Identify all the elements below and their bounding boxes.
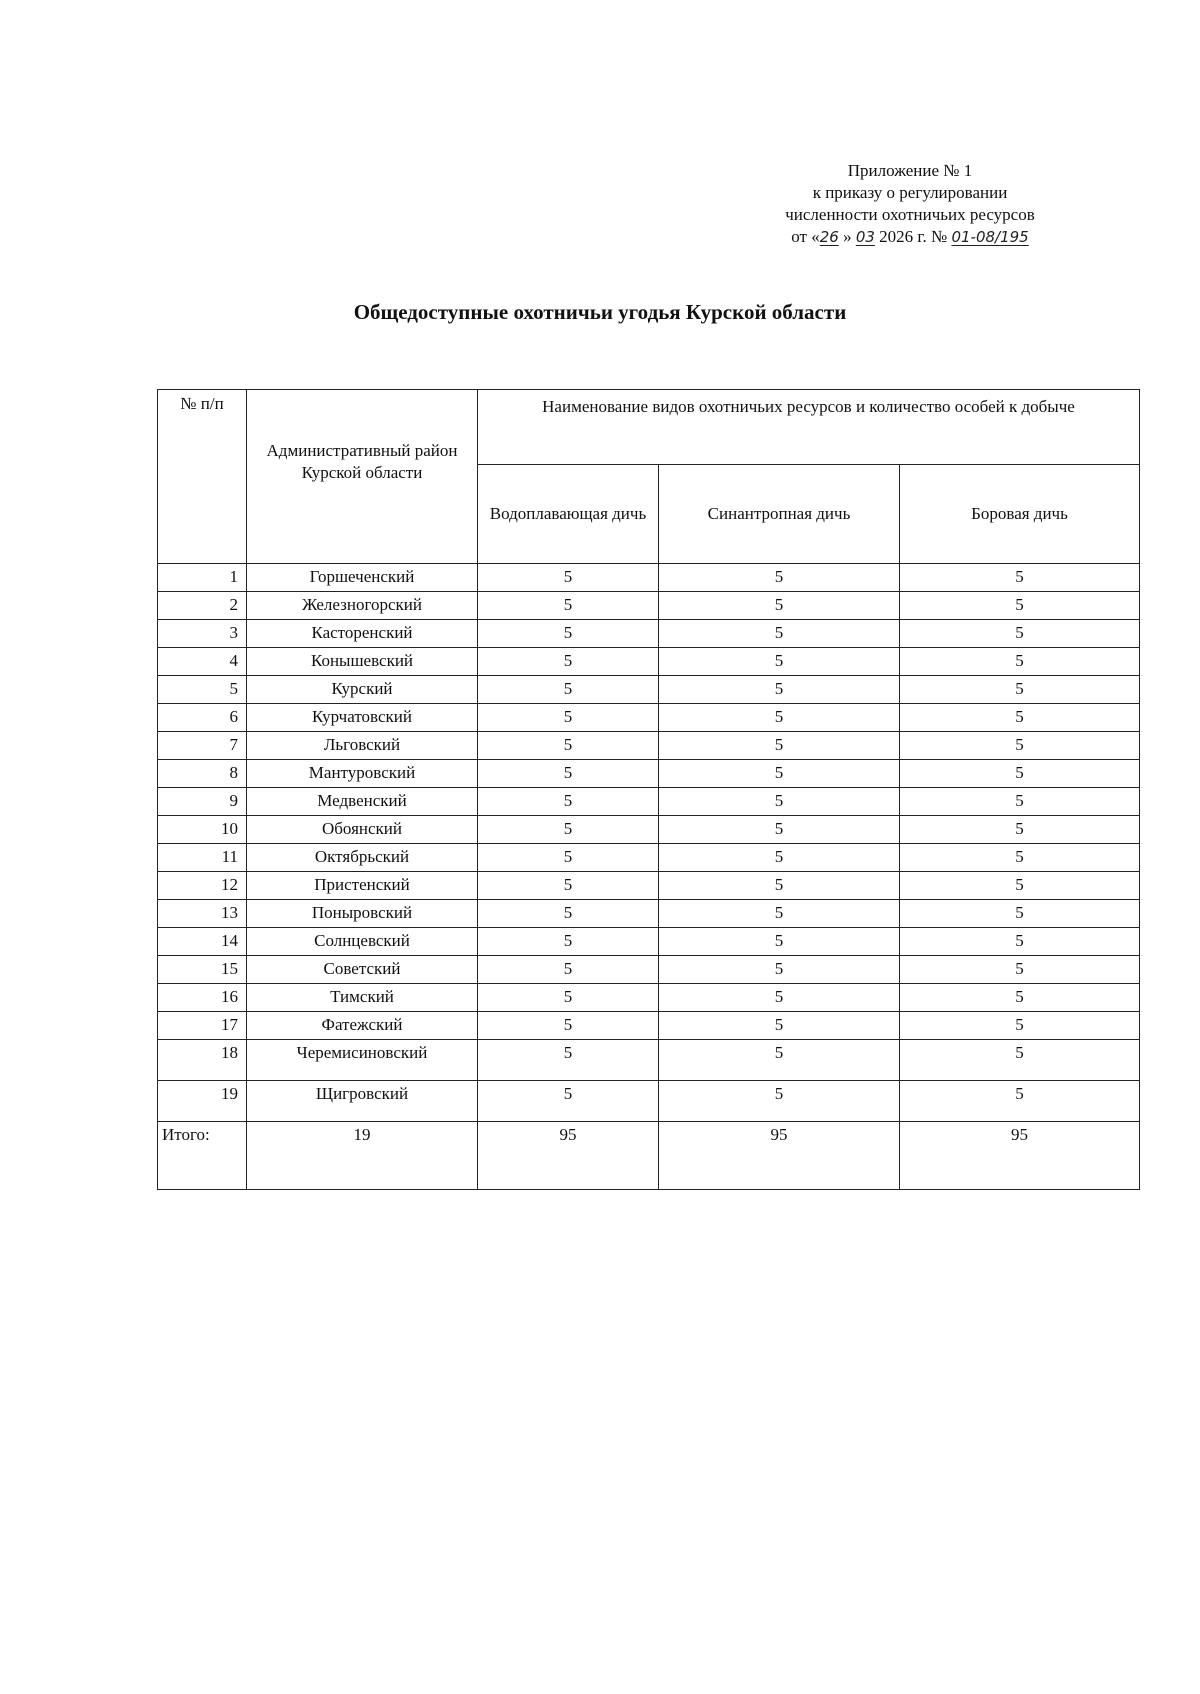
date-mid: »	[843, 227, 852, 246]
table-row	[158, 816, 1140, 844]
row-waterfowl: 5	[478, 872, 659, 900]
row-waterfowl: 5	[478, 844, 659, 872]
total-row	[158, 1122, 1140, 1190]
total-synanthropic: 95	[659, 1122, 900, 1190]
row-upland: 5	[900, 704, 1140, 732]
row-num: 1	[158, 564, 247, 592]
row-synanthropic: 5	[659, 844, 900, 872]
table-row	[158, 872, 1140, 900]
table-row	[158, 956, 1140, 984]
row-district: Обоянский	[247, 816, 478, 844]
appendix-line-3: численности охотничьих ресурсов	[785, 205, 1035, 224]
table-row	[158, 928, 1140, 956]
row-upland: 5	[900, 1040, 1140, 1081]
table-row	[158, 844, 1140, 872]
appendix-block	[740, 160, 1080, 248]
row-num: 12	[158, 872, 247, 900]
row-district: Пристенский	[247, 872, 478, 900]
table-row	[158, 1040, 1140, 1081]
hunting-grounds-table	[157, 389, 1140, 1190]
total-district: 19	[247, 1122, 478, 1190]
appendix-date-line	[740, 226, 1080, 248]
date-prefix: от «	[791, 227, 820, 246]
row-waterfowl: 5	[478, 1081, 659, 1122]
row-synanthropic: 5	[659, 816, 900, 844]
row-num: 2	[158, 592, 247, 620]
row-num: 11	[158, 844, 247, 872]
total-label: Итого:	[158, 1122, 247, 1190]
row-synanthropic: 5	[659, 1040, 900, 1081]
row-synanthropic: 5	[659, 1012, 900, 1040]
row-synanthropic: 5	[659, 676, 900, 704]
row-num: 6	[158, 704, 247, 732]
row-district: Горшеченский	[247, 564, 478, 592]
row-num: 19	[158, 1081, 247, 1122]
row-district: Фатежский	[247, 1012, 478, 1040]
row-upland: 5	[900, 564, 1140, 592]
table-row	[158, 704, 1140, 732]
row-upland: 5	[900, 900, 1140, 928]
row-waterfowl: 5	[478, 1040, 659, 1081]
row-upland: 5	[900, 956, 1140, 984]
row-waterfowl: 5	[478, 620, 659, 648]
row-upland: 5	[900, 676, 1140, 704]
row-synanthropic: 5	[659, 788, 900, 816]
row-district: Железногорский	[247, 592, 478, 620]
row-synanthropic: 5	[659, 648, 900, 676]
appendix-line-1: Приложение № 1	[847, 161, 973, 180]
date-day: 26	[819, 228, 839, 246]
row-waterfowl: 5	[478, 592, 659, 620]
date-year: 2026 г. №	[879, 227, 948, 246]
header-waterfowl: Водоплавающая дичь	[478, 465, 659, 564]
row-district: Черемисиновский	[247, 1040, 478, 1081]
row-upland: 5	[900, 1012, 1140, 1040]
row-synanthropic: 5	[659, 564, 900, 592]
table-row	[158, 592, 1140, 620]
row-waterfowl: 5	[478, 900, 659, 928]
row-synanthropic: 5	[659, 732, 900, 760]
table-row	[158, 620, 1140, 648]
table-row	[158, 1012, 1140, 1040]
row-synanthropic: 5	[659, 760, 900, 788]
header-num: № п/п	[158, 390, 247, 564]
row-upland: 5	[900, 760, 1140, 788]
row-synanthropic: 5	[659, 1081, 900, 1122]
table-row	[158, 900, 1140, 928]
table-row	[158, 564, 1140, 592]
row-district: Советский	[247, 956, 478, 984]
row-waterfowl: 5	[478, 732, 659, 760]
header-district: Административный район Курской области	[247, 390, 478, 564]
row-waterfowl: 5	[478, 1012, 659, 1040]
row-waterfowl: 5	[478, 564, 659, 592]
table-row	[158, 788, 1140, 816]
total-upland: 95	[900, 1122, 1140, 1190]
row-district: Поныровский	[247, 900, 478, 928]
row-upland: 5	[900, 592, 1140, 620]
row-district: Тимский	[247, 984, 478, 1012]
row-num: 15	[158, 956, 247, 984]
row-upland: 5	[900, 928, 1140, 956]
row-num: 4	[158, 648, 247, 676]
row-num: 18	[158, 1040, 247, 1081]
row-waterfowl: 5	[478, 956, 659, 984]
row-num: 13	[158, 900, 247, 928]
date-month: 03	[855, 228, 875, 246]
row-synanthropic: 5	[659, 928, 900, 956]
row-waterfowl: 5	[478, 984, 659, 1012]
page-title: Общедоступные охотничьи угодья Курской области	[353, 300, 847, 324]
row-district: Курский	[247, 676, 478, 704]
row-upland: 5	[900, 1081, 1140, 1122]
row-upland: 5	[900, 816, 1140, 844]
row-upland: 5	[900, 788, 1140, 816]
row-synanthropic: 5	[659, 704, 900, 732]
row-synanthropic: 5	[659, 872, 900, 900]
row-synanthropic: 5	[659, 956, 900, 984]
row-num: 17	[158, 1012, 247, 1040]
row-district: Щигровский	[247, 1081, 478, 1122]
table-row	[158, 984, 1140, 1012]
table-row	[158, 760, 1140, 788]
table-row	[158, 732, 1140, 760]
table-body	[158, 564, 1140, 1190]
row-waterfowl: 5	[478, 676, 659, 704]
row-waterfowl: 5	[478, 760, 659, 788]
row-waterfowl: 5	[478, 704, 659, 732]
row-synanthropic: 5	[659, 620, 900, 648]
row-upland: 5	[900, 872, 1140, 900]
row-district: Мантуровский	[247, 760, 478, 788]
row-waterfowl: 5	[478, 788, 659, 816]
table-row	[158, 648, 1140, 676]
row-synanthropic: 5	[659, 900, 900, 928]
row-synanthropic: 5	[659, 984, 900, 1012]
row-num: 16	[158, 984, 247, 1012]
row-upland: 5	[900, 732, 1140, 760]
row-waterfowl: 5	[478, 648, 659, 676]
row-waterfowl: 5	[478, 928, 659, 956]
row-num: 10	[158, 816, 247, 844]
row-num: 3	[158, 620, 247, 648]
header-synanthropic: Синантропная дичь	[659, 465, 900, 564]
row-upland: 5	[900, 984, 1140, 1012]
row-waterfowl: 5	[478, 816, 659, 844]
row-district: Льговский	[247, 732, 478, 760]
row-num: 5	[158, 676, 247, 704]
header-upland: Боровая дичь	[900, 465, 1140, 564]
table-row	[158, 676, 1140, 704]
row-district: Конышевский	[247, 648, 478, 676]
row-district: Медвенский	[247, 788, 478, 816]
row-upland: 5	[900, 648, 1140, 676]
appendix-line-2: к приказу о регулировании	[812, 183, 1008, 202]
table-row	[158, 1081, 1140, 1122]
row-upland: 5	[900, 620, 1140, 648]
row-num: 9	[158, 788, 247, 816]
total-waterfowl: 95	[478, 1122, 659, 1190]
header-group: Наименование видов охотничьих ресурсов и количество особей к добыче	[478, 390, 1140, 465]
row-num: 8	[158, 760, 247, 788]
order-number: 01-08/195	[951, 228, 1029, 246]
row-num: 7	[158, 732, 247, 760]
row-synanthropic: 5	[659, 592, 900, 620]
row-district: Касторенский	[247, 620, 478, 648]
row-district: Октябрьский	[247, 844, 478, 872]
row-district: Солнцевский	[247, 928, 478, 956]
row-district: Курчатовский	[247, 704, 478, 732]
row-num: 14	[158, 928, 247, 956]
row-upland: 5	[900, 844, 1140, 872]
